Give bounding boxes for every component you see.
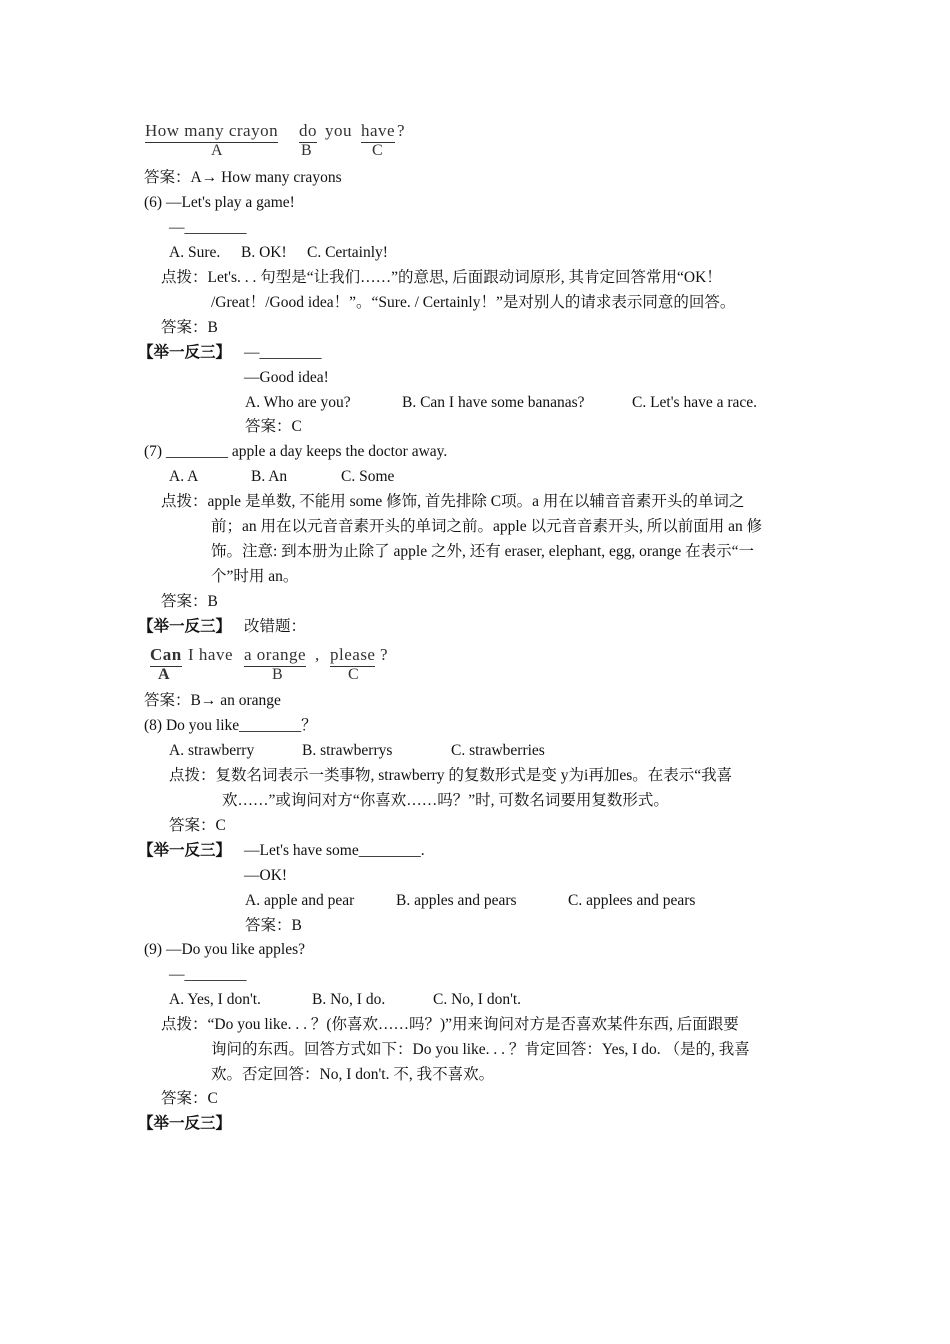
option-a: A. Yes, I don't.	[169, 991, 261, 1008]
option-a: A. apple and pear	[245, 892, 355, 909]
extension-8-prompt: —Let's have some________.	[244, 842, 425, 859]
option-c: C. Let's have a race.	[632, 394, 758, 411]
extension-tag-7: 【举一反三】	[138, 618, 232, 635]
option-a: A. Sure.	[169, 244, 221, 261]
question-9-tip-line-1: 点拨：“Do you like. . . ？(你喜欢……吗？)”用来询问对方是否喜欢某件东西, 后面跟要	[161, 1016, 739, 1033]
question-6-options	[169, 243, 669, 263]
error-part-a: Can	[150, 645, 182, 667]
extension-6-reply: —Good idea!	[244, 369, 329, 386]
question-6-stem: (6) —Let's play a game!	[144, 194, 295, 211]
question-7-stem: (7) ________ apple a day keeps the doctor away.	[144, 443, 448, 460]
option-c: C. Certainly!	[307, 244, 388, 261]
label-b: B	[272, 666, 283, 683]
error-punct: ?	[397, 121, 406, 140]
extension-8-answer: 答案：B	[245, 917, 302, 934]
error-part-a: How many crayon	[145, 121, 278, 143]
option-b: B. OK!	[241, 244, 287, 261]
question-7-tip-line-4: 个”时用 an。	[211, 568, 299, 585]
question-8-options	[169, 741, 669, 761]
extension-tag-9: 【举一反三】	[138, 1115, 232, 1132]
answer-error-2: 答案：B→ an orange	[144, 692, 281, 709]
question-9-tip-line-2: 询问的东西。回答方式如下：Do you like. . . ？肯定回答：Yes, I do. （是的, 我喜	[211, 1041, 750, 1058]
label-a: A	[211, 142, 223, 159]
question-8-tip-line-2: 欢……”或询问对方“你喜欢……吗？”时, 可数名词要用复数形式。	[222, 792, 669, 809]
question-7-tip-line-1: 点拨：apple 是单数, 不能用 some 修饰, 首先排除 C项。a 用在以辅音音素开头的单词之	[161, 493, 745, 510]
question-7-answer: 答案：B	[161, 593, 218, 610]
error-part-b: a orange	[244, 645, 306, 667]
error-sentence-2	[150, 645, 410, 687]
option-b: B. Can I have some bananas?	[402, 394, 585, 411]
question-7-tip-line-3: 饰。注意: 到本册为止除了 apple 之外, 还有 eraser, elephant, egg, orange 在表示“一	[211, 543, 755, 560]
option-c: C. applees and pears	[568, 892, 696, 909]
option-b: B. An	[251, 468, 288, 485]
option-b: B. No, I do.	[312, 991, 386, 1008]
option-a: A. strawberry	[169, 742, 255, 759]
option-c: C. Some	[341, 468, 395, 485]
extension-8-reply: —OK!	[244, 867, 288, 884]
question-8-tip-line-1: 点拨：复数名词表示一类事物, strawberry 的复数形式是变 y为i再加es。在表示“我喜	[169, 767, 733, 784]
option-c: C. No, I don't.	[433, 991, 522, 1008]
error-part-c: have	[361, 121, 395, 143]
question-7-tip-line-2: 前；an 用在以元音音素开头的单词之前。apple 以元音音素开头, 所以前面用 an 修	[211, 518, 763, 535]
question-9-stem: (9) —Do you like apples?	[144, 941, 305, 958]
option-b: B. apples and pears	[396, 892, 517, 909]
question-6-blank: —________	[169, 219, 247, 236]
option-c: C. strawberries	[451, 742, 545, 759]
extension-8-options	[245, 891, 725, 911]
question-9-options	[169, 990, 569, 1010]
label-c: C	[348, 666, 359, 683]
label-c: C	[372, 142, 383, 159]
error-punct: ?	[380, 645, 389, 664]
question-9-blank: —________	[169, 966, 247, 983]
label-b: B	[301, 142, 312, 159]
extension-6-prompt: —________	[244, 344, 322, 361]
option-a: A. A	[169, 468, 199, 485]
question-7-options	[169, 467, 469, 487]
error-word: you	[325, 121, 352, 140]
question-6-answer: 答案：B	[161, 319, 218, 336]
error-punct: ,	[315, 645, 320, 664]
extension-6-answer: 答案：C	[245, 418, 302, 435]
question-6-tip-line-1: 点拨：Let's. . . 句型是“让我们……”的意思, 后面跟动词原形, 其肯定回答常用“OK！	[161, 269, 722, 286]
option-b: B. strawberrys	[302, 742, 393, 759]
error-part-c: please	[330, 645, 375, 667]
question-8-stem: (8) Do you like________？	[144, 717, 317, 734]
extension-tag-8: 【举一反三】	[138, 842, 232, 859]
extension-6-options	[245, 393, 805, 413]
question-9-answer: 答案：C	[161, 1090, 218, 1107]
label-a: A	[158, 666, 170, 683]
error-word: I have	[188, 645, 234, 664]
answer-error-1: 答案：A→ How many crayons	[144, 169, 342, 186]
question-9-tip-line-3: 欢。否定回答：No, I don't. 不, 我不喜欢。	[211, 1066, 495, 1083]
error-sentence-1	[145, 121, 425, 163]
question-8-answer: 答案：C	[169, 817, 226, 834]
error-part-b: do	[299, 121, 317, 143]
extension-tag-6: 【举一反三】	[138, 344, 232, 361]
extension-7-title: 改错题：	[244, 618, 307, 635]
option-a: A. Who are you?	[245, 394, 351, 411]
question-6-tip-line-2: /Great！/Good idea！”。“Sure. / Certainly！”是对别人的请求表示同意的回答。	[211, 294, 736, 311]
